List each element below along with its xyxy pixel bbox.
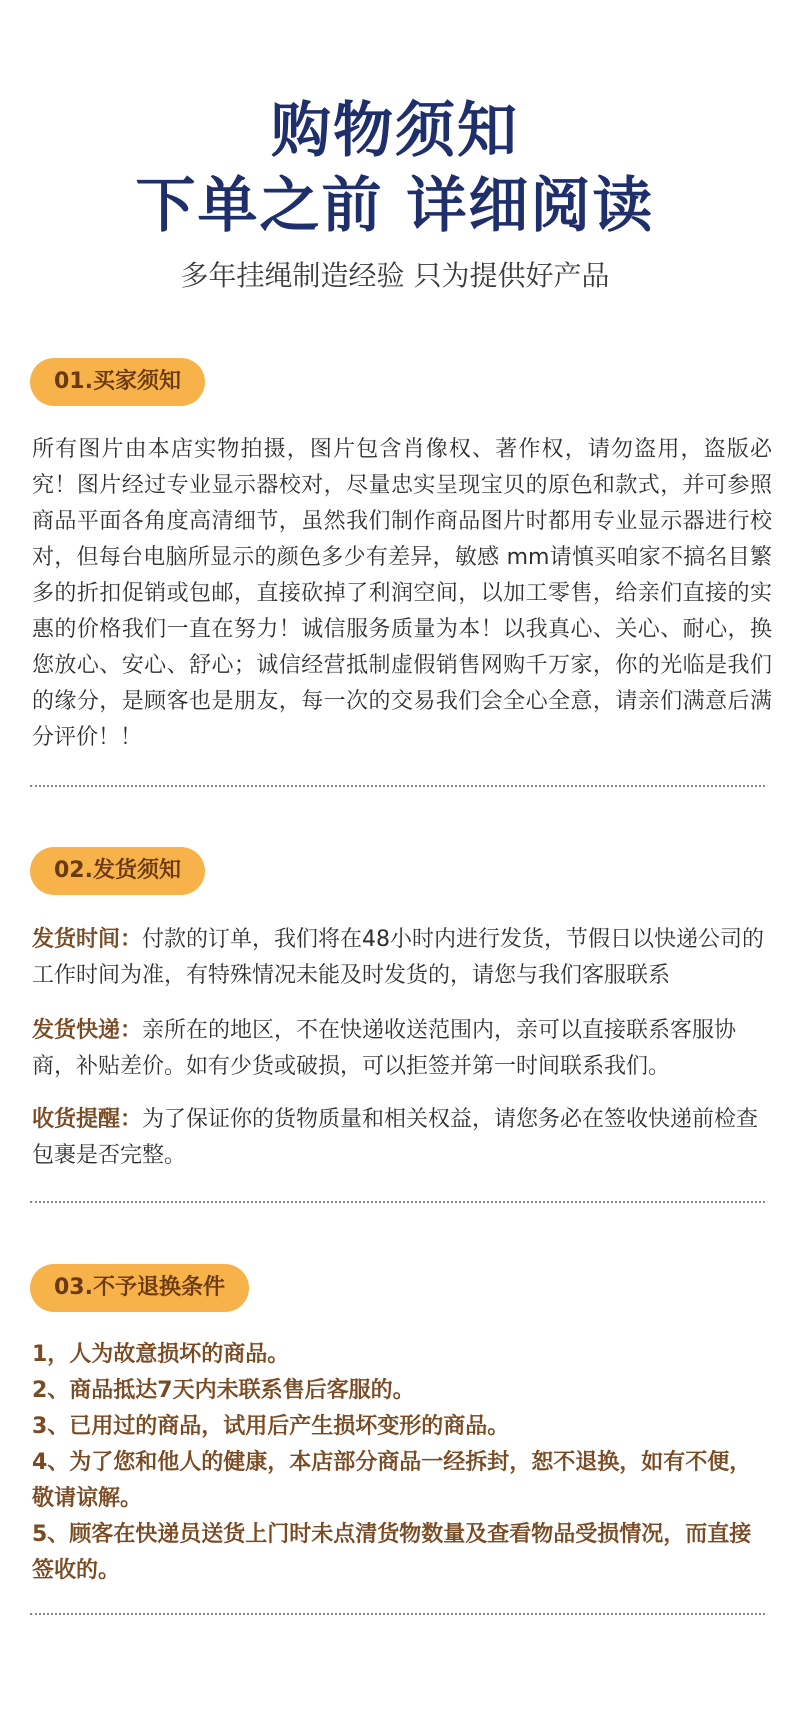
shipping-time-item — [32, 922, 772, 994]
page-title: 购物须知 — [271, 96, 519, 166]
section-divider — [30, 1613, 765, 1615]
section-divider — [30, 1201, 765, 1203]
shipping-courier-item — [32, 1013, 772, 1085]
shipping-time-text: 付款的订单，我们将在48小时内进行发货，节假日以快递公司的工作时间为准，有特殊情况未能及时发货的，请您与我们客服联系 — [32, 927, 765, 988]
list-item: 4、为了您和他人的健康，本店部分商品一经拆封，恕不退换，如有不便，敬请谅解。 — [32, 1450, 752, 1511]
list-item: 5、顾客在快递员送货上门时未点清货物数量及查看物品受损情况，而直接签收的。 — [32, 1522, 752, 1583]
page-subtitle: 多年挂绳制造经验 只为提供好产品 — [180, 259, 610, 292]
section-label-shipping-notice: 02.发货须知 — [30, 847, 205, 895]
receipt-reminder-text: 为了保证你的货物质量和相关权益，请您务必在签收快递前检查包裹是否完整。 — [32, 1107, 759, 1168]
section-label-return-conditions: 03.不予退换条件 — [30, 1264, 249, 1312]
list-item: 1，人为故意损坏的商品。 — [32, 1342, 290, 1367]
shipping-courier-text: 亲所在的地区，不在快递收送范围内，亲可以直接联系客服协商，补贴差价。如有少货或破损，可以拒签并第一时间联系我们。 — [32, 1018, 737, 1079]
section-label-buyer-notice: 01.买家须知 — [30, 358, 205, 406]
page-title-secondary: 下单之前 详细阅读 — [135, 171, 655, 241]
list-item: 3、已用过的商品，试用后产生损坏变形的商品。 — [32, 1414, 510, 1439]
section-divider — [30, 785, 765, 787]
receipt-reminder-item — [32, 1102, 772, 1174]
list-item: 2、商品抵达7天内未联系售后客服的。 — [32, 1378, 415, 1403]
shipping-time-key: 发货时间： — [32, 927, 143, 952]
shipping-courier-key: 发货快递： — [32, 1018, 143, 1043]
receipt-reminder-key: 收货提醒： — [32, 1107, 143, 1132]
buyer-notice-text: 所有图片由本店实物拍摄，图片包含肖像权、著作权，请勿盗用，盗版必究！图片经过专业显示器校对，尽量忠实呈现宝贝的原色和款式，并可参照商品平面各角度高清细节，虽然我们制作商品图片时都用专业显示器进行校对，但每台电脑所显示的颜色多少有差异，敏感 mm请慎买咱家不搞名目繁多的折扣促销或包邮，直接砍掉了利润空间，以加工零售，给亲们直接的实惠的价格我们一直在努力！诚信服务质量为本！以我真心、关心、耐心，换您放心、安心、舒心；诚信经营抵制虚假销售网购千万家，你的光临是我们的缘分，是顾客也是朋友，每一次的交易我们会全心全意，请亲们满意后满分评价！！ — [32, 437, 772, 750]
header — [0, 0, 790, 294]
return-conditions-list — [32, 1337, 772, 1589]
